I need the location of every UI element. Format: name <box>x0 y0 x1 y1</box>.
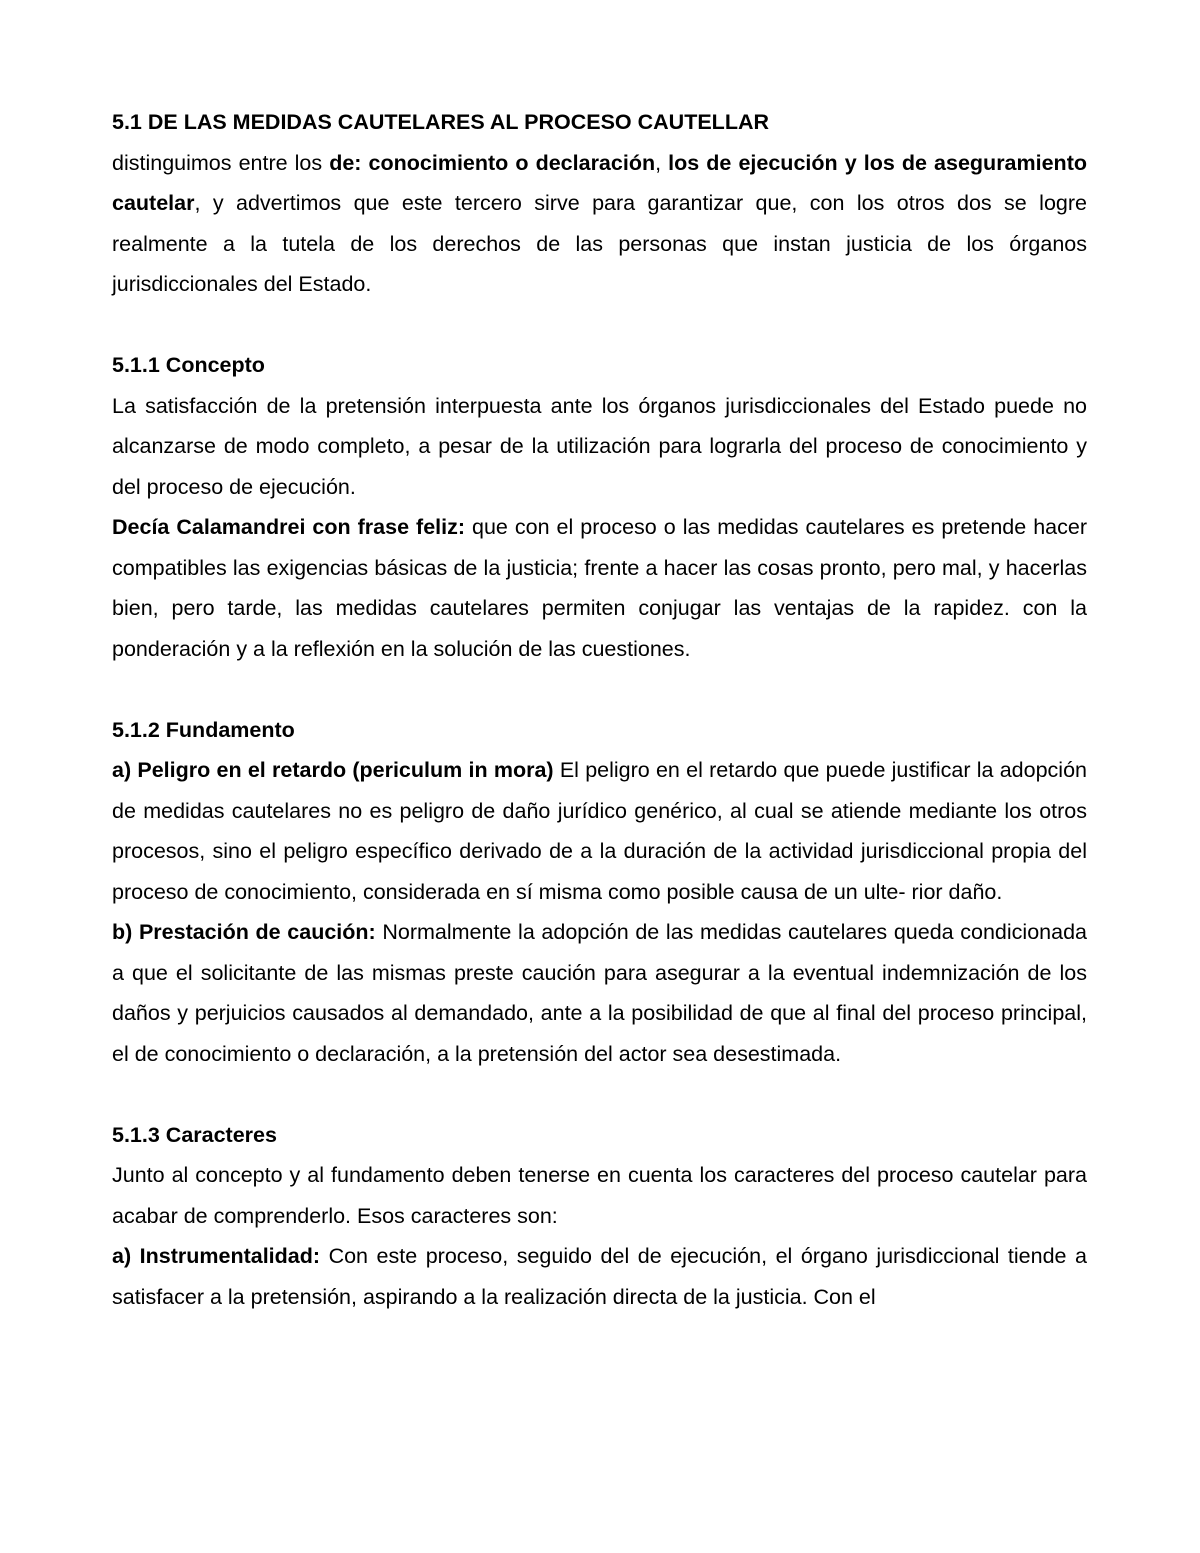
intro-bold-2: los de ejecución y los de aseguramiento cautelar <box>112 150 1087 215</box>
fundamento-item-b <box>112 912 1087 1074</box>
fundamento-item-a <box>112 750 1087 912</box>
calamandrei-text: que con el proceso o las medidas cautelares es pretende hacer compatibles las exigencias básicas de la justicia; frente a hacer las cosas pronto, pero mal, y hacerlas bien, pero tarde, las medidas cautelares permiten conjugar las ventajas de la rapidez. con la ponderación y a la reflexión en la solución de las cuestiones. <box>112 515 1088 661</box>
spacer <box>112 669 1087 710</box>
concepto-paragraph-2 <box>112 507 1087 669</box>
document-page <box>112 102 1087 1317</box>
section-title: 5.1 DE LAS MEDIDAS CAUTELARES AL PROCESO CAUTELLAR <box>112 110 769 134</box>
concepto-paragraph-1: La satisfacción de la pretensión interpuesta ante los órganos jurisdiccionales del Estado puede no alcanzarse de modo completo, a pesar de la utilización para lograrla del proceso de conocimiento y del proceso de ejecución. <box>112 393 1087 499</box>
spacer <box>112 305 1087 346</box>
caracteres-a-text: Con este proceso, seguido del de ejecución, el órgano jurisdiccional tiende a satisfacer a la pretensión, aspirando a la realización directa de la justicia. Con el <box>112 1244 1088 1309</box>
fundamento-a-text: El peligro en el retardo que puede justificar la adopción de medidas cautelares no es peligro de daño jurídico genérico, al cual se atiende mediante los otros procesos, sino el peligro específico derivado de a la duración de la actividad jurisdiccional propia del proceso de conocimiento, considerada en sí misma como posible causa de un ulte- rior daño. <box>112 758 1087 904</box>
spacer <box>112 1074 1087 1115</box>
intro-bold-1: de: conocimiento o declaración <box>329 150 656 175</box>
intro-text-3: , y advertimos que este tercero sirve para garantizar que, con los otros dos se logre realmente a la tutela de los derechos de las personas que instan justicia de los órganos jurisdiccionales del Estado. <box>112 191 1087 296</box>
intro-text-2: , <box>655 150 669 175</box>
fundamento-b-bold: b) Prestación de caución: <box>112 920 376 944</box>
fundamento-b-text: Normalmente la adopción de las medidas cautelares queda condicionada a que el solicitante de las mismas preste caución para asegurar a la eventual indemnización de los daños y perjuicios causados al demandado, ante a la posibilidad de que al final del proceso principal, el de conocimiento o declaración, a la pretensión del actor sea desestimada. <box>112 920 1087 1066</box>
fundamento-heading: 5.1.2 Fundamento <box>112 717 295 742</box>
intro-text-1: distinguimos entre los <box>112 150 330 175</box>
calamandrei-bold: Decía Calamandrei con frase feliz: <box>112 515 466 539</box>
caracteres-heading: 5.1.3 Caracteres <box>112 1122 277 1147</box>
caracteres-item-a <box>112 1236 1087 1317</box>
intro-paragraph <box>112 143 1087 305</box>
caracteres-a-bold: a) Instrumentalidad: <box>112 1244 321 1268</box>
fundamento-a-bold: a) Peligro en el retardo (periculum in mora) <box>112 758 554 782</box>
concepto-heading: 5.1.1 Concepto <box>112 353 265 377</box>
caracteres-paragraph-1: Junto al concepto y al fundamento deben tenerse en cuenta los caracteres del proceso cautelar para acabar de comprenderlo. Esos caracteres son: <box>112 1163 1087 1228</box>
